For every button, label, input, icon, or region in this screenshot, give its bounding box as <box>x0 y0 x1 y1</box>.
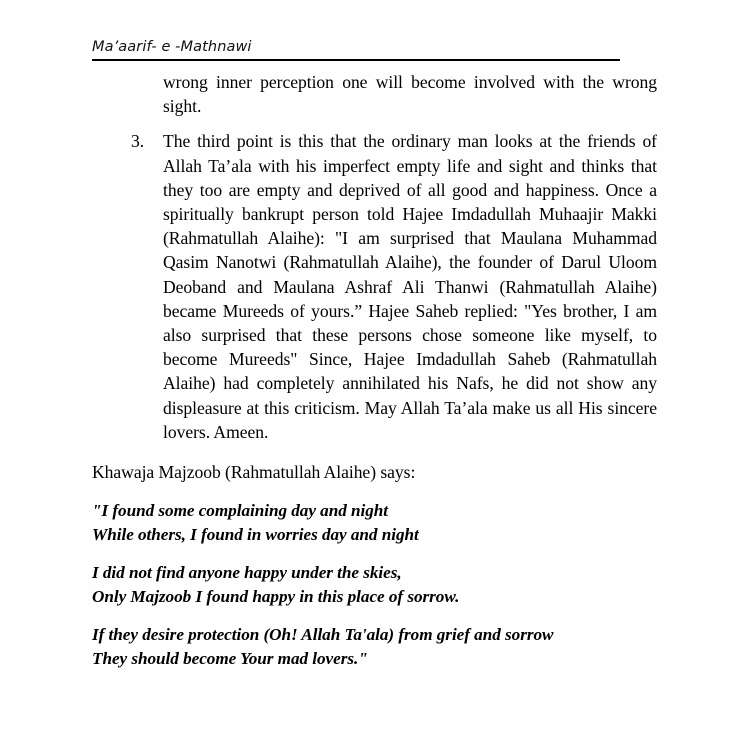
continued-paragraph: wrong inner perception one will become involved with the wrong sight. <box>163 72 657 117</box>
list-item-number: 3. <box>131 131 145 152</box>
list-item-text: The third point is this that the ordinary man looks at the friends of Allah Ta’ala with his imperfect empty life and sight and thinks that they too are empty and deprived of all good and happiness. Once a spiritually bankrupt person told Hajee Imdadullah Muhaajir Makki (Rahmatullah Alaihe): "I am surprised that Maulana Muhammad Qasim Nanotwi (Rahmatullah Alaihe), the founder of Darul Uloom Deoband and Maulana Ashraf Ali Thanwi (Rahmatullah Alaihe) became Mureeds of yours.” Hajee Saheb replied: "Yes brother, I am also surprised that these persons chose someone like myself, to become Mureeds" Since, Hajee Imdadullah Saheb (Rahmatullah Alaihe) had completely annihilated his Nafs, he did not show any displeasure at this criticism. May Allah Ta’ala make us all His sincere lovers. Ameen. <box>163 131 657 442</box>
verse-line: Only Majzoob I found happy in this place of sorrow. <box>92 586 460 606</box>
attribution-paragraph: Khawaja Majzoob (Rahmatullah Alaihe) says: <box>92 462 416 483</box>
verse-line: If they desire protection (Oh! Allah Ta'ala) from grief and sorrow <box>92 625 554 645</box>
page-content <box>92 70 657 670</box>
verse-line: While others, I found in worries day and night <box>92 524 419 544</box>
verse-line: "I found some complaining day and night <box>92 501 389 521</box>
verse-stanza-1 <box>92 499 657 546</box>
numbered-list-item <box>131 129 657 444</box>
verse-stanza-3 <box>92 623 657 670</box>
header-divider-rule <box>92 59 620 61</box>
header-title: Ma’aarif- e -Mathnawi <box>92 39 252 55</box>
verse-stanza-2 <box>92 561 657 608</box>
verse-line: They should become Your mad lovers." <box>92 648 368 668</box>
page-header <box>92 38 620 61</box>
verse-line: I did not find anyone happy under the skies, <box>92 563 402 583</box>
